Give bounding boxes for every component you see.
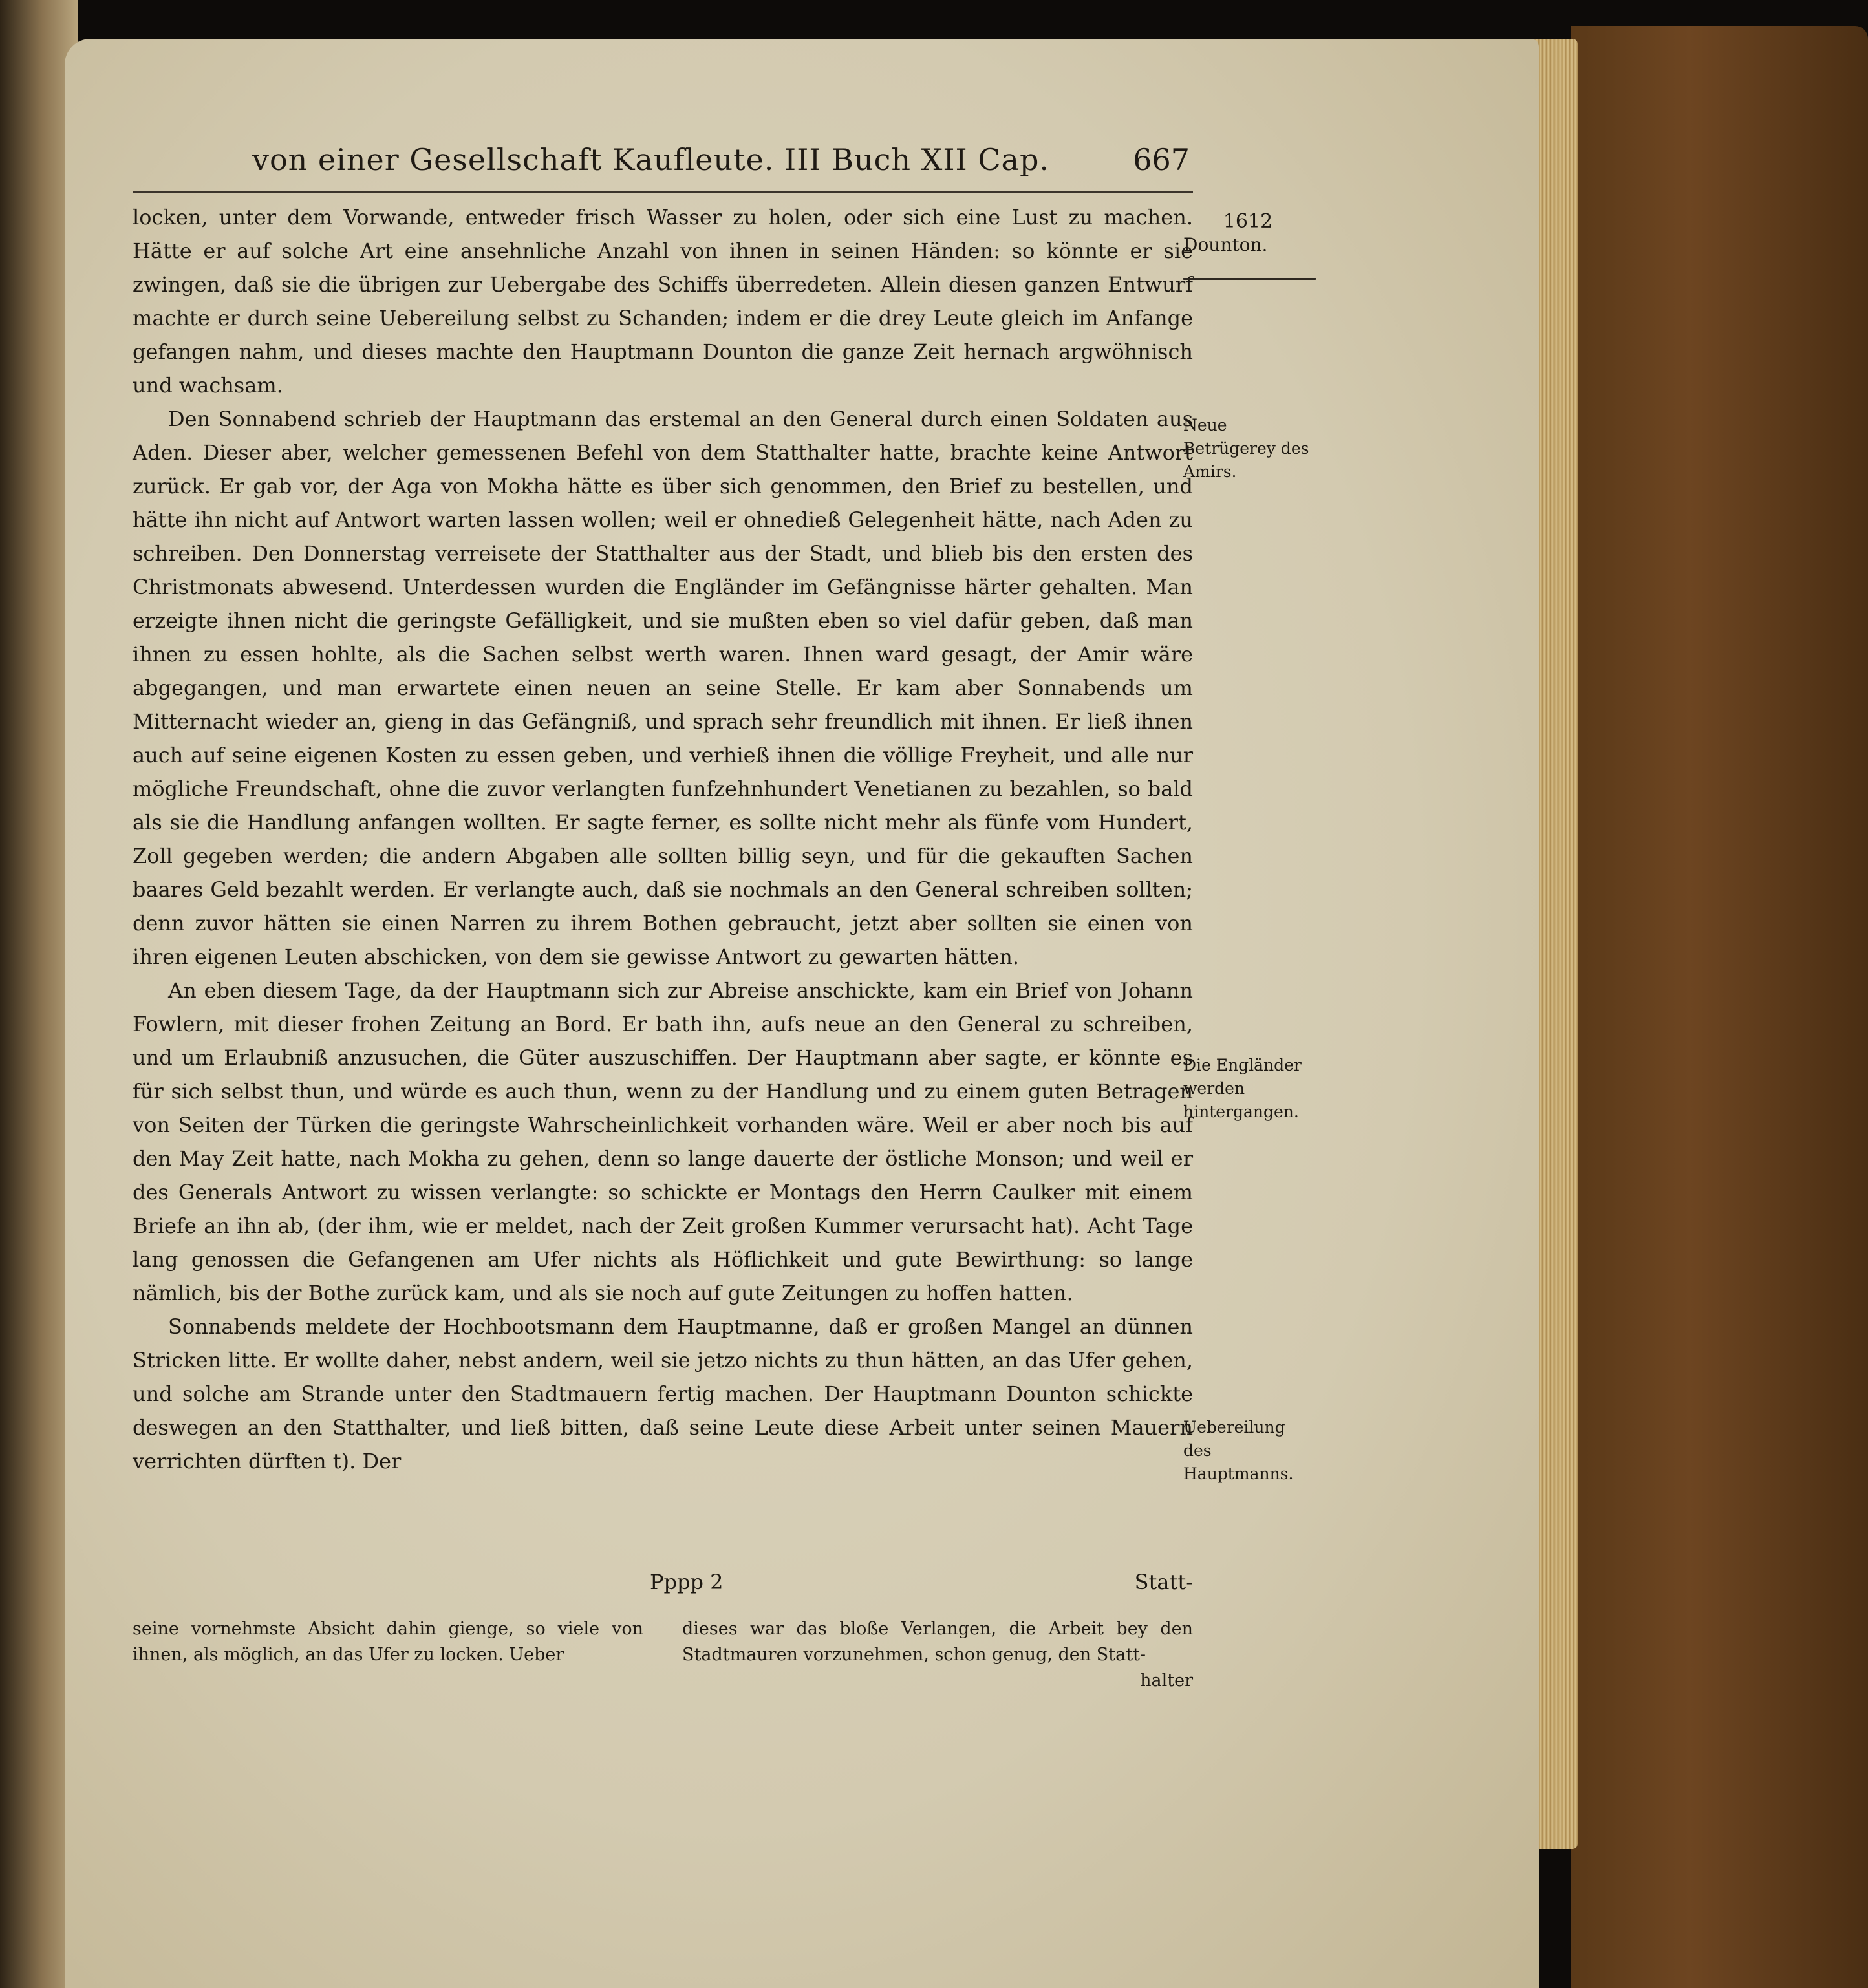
header-rule <box>133 191 1193 193</box>
footnote-right-last: halter <box>1140 1671 1193 1691</box>
footnotes <box>133 1616 1193 1694</box>
catchword: Statt- <box>1134 1570 1193 1594</box>
footnote-left: seine vornehmste Absicht dahin gienge, so viele von ihnen, als möglich, an das Ufer zu locken. Ueber <box>133 1619 643 1665</box>
signature-mark: Pppp 2 <box>650 1570 724 1594</box>
main-text <box>133 200 1193 1478</box>
margin-year-note <box>1183 210 1313 257</box>
paragraph-1: locken, unter dem Vorwande, entweder frisch Wasser zu holen, oder sich eine Lust zu machen. Hätte er auf solche Art eine ansehnliche Anzahl von ihnen in seinen Händen: so könnte er sie zwingen, daß sie die übrigen zur Uebergabe des Schiffs überredeten. Allein diesen ganzen Entwurf machte er durch seine Uebereilung selbst zu Schanden; indem er die drey Leute gleich im Anfange gefangen nahm, und dieses machte den Hauptmann Dounton die ganze Zeit hernach argwöhnisch und wachsam. <box>133 205 1193 398</box>
footnote-right-text: dieses war das bloße Verlangen, die Arbeit bey den Stadtmauren vorzunehmen, schon genug, den Statt- <box>682 1619 1193 1665</box>
footnote-right <box>682 1616 1193 1694</box>
margin-note-3: Uebereilung des Hauptmanns. <box>1183 1418 1294 1483</box>
running-title: von einer Gesellschaft Kaufleute. III Buch XII Cap. <box>252 142 1050 177</box>
page-number: 667 <box>1133 142 1190 177</box>
margin-name: Dounton. <box>1183 234 1268 255</box>
book-cover-edge <box>1571 26 1868 1988</box>
paragraph-3: An eben diesem Tage, da der Hauptmann sich zur Abreise anschickte, kam ein Brief von Johann Fowlern, mit dieser frohen Zeitung an Bord. Er bath ihn, aufs neue an den General zu schreiben, und um Erlaubniß anzusuchen, die Güter auszuschiffen. Der Hauptmann aber sagte, er könnte es für sich selbst thun, und würde es auch thun, wenn zu der Handlung und zu einem guten Betragen von Seiten der Türken die geringste Wahrscheinlichkeit vorhanden wäre. Weil er aber noch bis auf den May Zeit hatte, nach Mokha zu gehen, denn so lange dauerte der östliche Monson; und weil er des Generals Antwort zu wissen verlangte: so schickte er Montags den Herrn Caulker mit einem Briefe an ihn ab, (der ihm, wie er meldet, nach der Zeit großen Kummer verursacht hat). Acht Tage lang genossen die Gefangenen am Ufer nichts als Höflichkeit und gute Bewirthung: so lange nämlich, bis der Bothe zurück kam, und als sie noch auf gute Zeitungen zu hoffen hatten. <box>133 978 1193 1305</box>
page-footer <box>133 1570 1193 1602</box>
margin-note-2: Die Engländer werden hintergangen. <box>1183 1056 1302 1121</box>
paragraph-2: Den Sonnabend schrieb der Hauptmann das erstemal an den General durch einen Soldaten aus Aden. Dieser aber, welcher gemessenen Befehl von dem Statthalter hatte, brachte keine Antwort zurück. Er gab vor, der Aga von Mokha hätte es über sich genommen, den Brief zu bestellen, und hätte ihn nicht auf Antwort warten lassen wollen; weil er ohnedieß Gelegenheit hätte, nach Aden zu schreiben. Den Donnerstag verreisete der Statthalter aus der Stadt, und blieb bis den ersten des Christmonats abwesend. Unterdessen wurden die Engländer im Gefängnisse härter gehalten. Man erzeigte ihnen nicht die geringste Gefälligkeit, und sie mußten eben so viel dafür geben, daß man ihnen zu essen hohlte, als die Sachen selbst werth waren. Ihnen ward gesagt, der Amir wäre abgegangen, und man erwartete einen neuen an seine Stelle. Er kam aber Sonnabends um Mitternacht wieder an, gieng in das Gefängniß, und sprach sehr freundlich mit ihnen. Er ließ ihnen auch auf seine eigenen Kosten zu essen geben, und verhieß ihnen die völlige Freyheit, und alle nur mögliche Freundschaft, ohne die zuvor verlangten funfzehnhundert Venetianen zu bezahlen, so bald als sie die Handlung anfangen wollten. Er sagte ferner, es sollte nicht mehr als fünfe vom Hundert, Zoll gegeben werden; die andern Abgaben alle sollten billig seyn, und für die gekauften Sachen baares Geld bezahlt werden. Er verlangte auch, daß sie nochmals an den General schreiben sollten; denn zuvor hätten sie einen Narren zu ihrem Bothen gebraucht, jetzt aber sollten sie einen von ihren eigenen Leuten abschicken, von dem sie gewisse Antwort zu gewarten hätten. <box>133 407 1193 969</box>
margin-note-1: Neue Betrügerey des Amirs. <box>1183 416 1309 481</box>
margin-brace <box>1183 278 1316 295</box>
margin-year: 1612 <box>1223 210 1273 233</box>
paragraph-4: Sonnabends meldete der Hochbootsmann dem Hauptmanne, daß er großen Mangel an dünnen Stricken litte. Er wollte daher, nebst andern, weil sie jetzo nichts zu thun hätten, an das Ufer gehen, und solche am Strande unter den Stadtmauern fertig machen. Der Hauptmann Dounton schickte deswegen an den Statthalter, und ließ bitten, daß seine Leute diese Arbeit unter seinen Mauern verrichten dürften t). Der <box>133 1314 1193 1473</box>
running-header <box>252 142 1190 181</box>
